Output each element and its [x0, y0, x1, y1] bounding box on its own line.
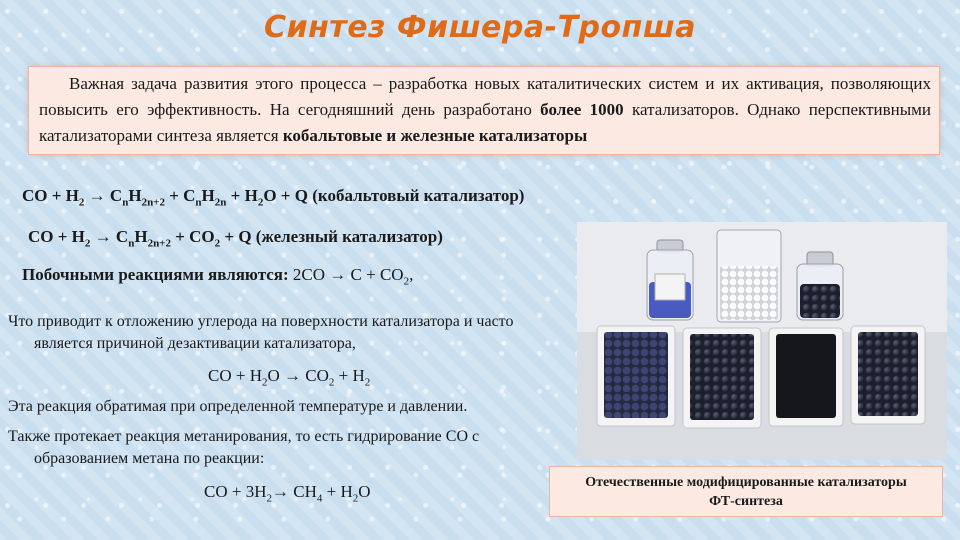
- intro-paragraph: [39, 71, 931, 149]
- intro-box: [28, 66, 940, 155]
- water-gas-shift-equation: СО + $Н_2О \to СО_2 + Н_2$: [208, 366, 371, 389]
- methane-equation: СО + $3Н_2\to СН_4 + Н_2О$: [204, 482, 371, 505]
- jar-blue-powder: [647, 240, 693, 320]
- methanation-line-2: образованием метана по реакции:: [34, 450, 265, 467]
- tray-3: [769, 328, 843, 426]
- tray-1: [597, 326, 675, 426]
- beaker-white-pellets: [717, 230, 781, 322]
- caption-line-2: ФТ-синтеза: [709, 494, 783, 509]
- deposition-line-1: Что приводит к отложению углерода на поверхности катализатора и часто: [8, 313, 514, 330]
- cobalt-equation: СО + $Н_2 \to С_nН_{2n+2} + С_nН_{2n} + Н_2О + Q$ (кобальтовый катализатор): [22, 186, 525, 209]
- intro-text-2: катализаторов. Однако перспективными катализаторами синтеза является: [39, 100, 932, 145]
- deposition-line-2: является причиной дезактивации катализатора,: [34, 335, 356, 352]
- side-reaction-eq: 2СО → С + СО: [288, 265, 404, 284]
- reversible-text: Эта реакция обратимая при определенной температуре и давлении.: [8, 398, 468, 415]
- caption-line-1: Отечественные модифицированные катализаторы: [585, 475, 907, 490]
- tray-2: [683, 328, 761, 428]
- catalyst-photo: [577, 222, 947, 460]
- intro-bold-count: более 1000: [540, 100, 624, 119]
- photo-caption: [549, 466, 943, 517]
- side-reactions-label: Побочными реакциями являются:: [22, 265, 289, 284]
- methanation-line-1: Также протекает реакция метанирования, то есть гидрирование СО с: [8, 428, 480, 445]
- side-reactions: Побочными реакциями являются: $2СО \to С + СО_2$,: [22, 265, 414, 288]
- methanation-text: [8, 426, 479, 470]
- intro-text-1: Важная задача развития этого процесса – разработка новых каталитических систем и их активация, позволяющих повысить его эффективность. На сегодняшний день разработано: [39, 74, 931, 119]
- iron-equation: СО + $Н_2 \to С_nН_{2n+2} + СО_2 + Q$ (железный катализатор): [28, 227, 443, 250]
- intro-bold-catalysts: кобальтовые и железные катализаторы: [282, 126, 588, 145]
- catalyst-samples-illustration: [577, 222, 947, 460]
- tray-4: [851, 326, 925, 424]
- deposition-text: [8, 311, 513, 355]
- slide-title: Синтез Фишера-Тропша: [264, 10, 696, 45]
